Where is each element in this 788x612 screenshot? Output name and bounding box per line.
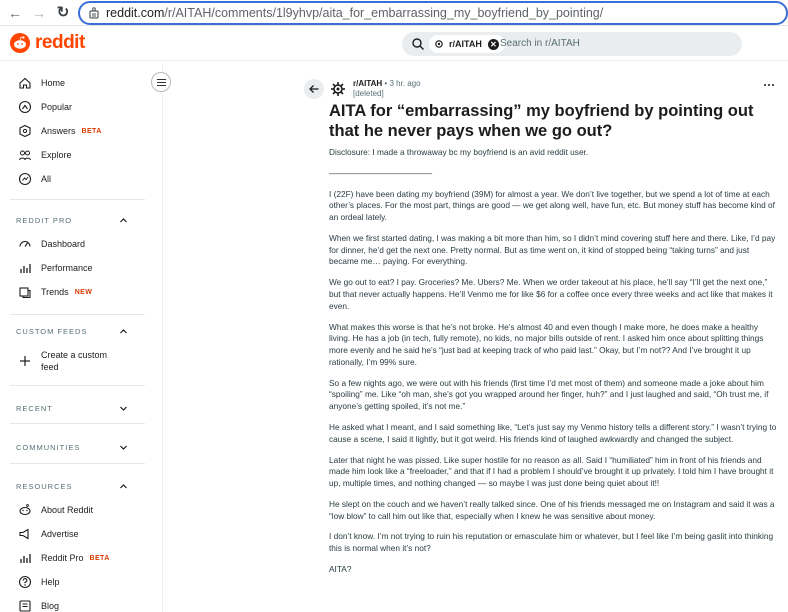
post-time: • 3 hr. ago (384, 79, 421, 88)
beta-badge: BETA (89, 554, 110, 562)
post-paragraph: I (22F) have been dating my boyfriend (39M) for almost a year. We don’t live together, but we spend a lot of time at each other’s places. For the most part, things are good — we get along well, have fun, etc. But money stuff has become kind of an ordeal lately. (329, 188, 775, 223)
more-dots-icon (764, 84, 766, 86)
reddit-snoo-icon (10, 33, 30, 53)
subreddit-search-chip[interactable] (429, 35, 505, 53)
back-arrow-icon[interactable]: ← (8, 5, 22, 21)
sidebar-item-answers[interactable] (18, 121, 102, 141)
reddit-pro-icon (18, 551, 32, 565)
explore-icon (18, 148, 32, 162)
sidebar-label-explore: Explore (41, 150, 72, 160)
section-title: REDDIT PRO (16, 215, 73, 225)
post-paragraph: So a few nights ago, we were out with his friends (first time I’d met most of them) and someone made a joke about him “spoiling” me. Like “oh man, she’s got you wrapped around her finger, huh?” and I just laughed and said, “Oh trust me, if anyone’s getting spoiled, it’s not me.” (329, 377, 769, 412)
reddit-logo[interactable] (10, 32, 85, 54)
url-path: /r/AITAH/comments/1l9yhvp/aita_for_embarrassing_my_boyfriend_by_pointing/ (164, 6, 604, 20)
create-feed-line2: feed (41, 362, 59, 372)
post-paragraph: We go out to eat? I pay. Groceries? Me. Ubers? Me. When we order takeout at his place, he’ll say “I’ll get the next one,” but that never actually happens. He’ll Venmo me for like $6 for a coffee once every three weeks and act like that makes it even. (329, 277, 773, 311)
post-meta (353, 79, 421, 99)
back-arrow-icon (304, 79, 324, 99)
chevron-down-icon (119, 443, 128, 452)
sidebar-item-explore[interactable] (18, 145, 72, 165)
sidebar-divider (10, 463, 145, 464)
sidebar-label-about: About Reddit (41, 505, 94, 515)
post-author: [deleted] (353, 89, 384, 98)
sidebar-divider (10, 423, 145, 424)
sidebar-item-dashboard[interactable] (18, 234, 85, 254)
chevron-up-icon (119, 327, 128, 336)
menu-icon (157, 79, 166, 80)
chevron-down-icon (119, 404, 128, 413)
post-paragraph: When we first started dating, I was making a bit more than him, so I didn’t mind covering stuff here and there. Like, I’d pay for dinner, he’d get the next one. Pretty normal. But as time went on, it kind of stopped being “taking turns” and just became me… paying. For everything. (329, 233, 776, 267)
remove-chip-icon[interactable]: ✕ (488, 39, 499, 50)
sidebar-label-reddit-pro: Reddit Pro (41, 553, 84, 563)
left-sidebar (0, 62, 163, 612)
url-text (106, 6, 603, 20)
new-badge: NEW (74, 288, 93, 296)
create-feed-line1: Create a custom (41, 350, 108, 360)
sidebar-item-blog[interactable] (18, 596, 59, 612)
more-options-button[interactable] (764, 82, 774, 88)
sidebar-label-home: Home (41, 78, 66, 88)
sidebar-divider (10, 314, 145, 315)
section-resources[interactable] (16, 479, 128, 493)
post-title: AITA for “embarrassing” my boyfriend by pointing out that he never pays when we go out? (329, 102, 754, 140)
sidebar-item-advertise[interactable] (18, 524, 79, 544)
sidebar-label-advertise: Advertise (41, 529, 79, 539)
post-paragraph: He slept on the couch and we haven’t really talked since. One of his friends messaged me on Instagram and said it was a “low blow” to call him out like that, especially when I knew he was sensitive about money. (329, 498, 775, 521)
sidebar-item-reddit-pro[interactable] (18, 548, 110, 568)
section-custom-feeds[interactable] (16, 324, 128, 338)
all-icon (18, 172, 32, 186)
sidebar-item-performance[interactable] (18, 258, 93, 278)
collapse-sidebar-button[interactable] (151, 72, 171, 92)
search-icon (411, 37, 425, 51)
popular-icon (18, 100, 32, 114)
subreddit-avatar-icon[interactable] (330, 81, 346, 97)
section-title: CUSTOM FEEDS (16, 326, 88, 336)
dashboard-icon (18, 237, 32, 251)
chevron-up-icon (119, 482, 128, 491)
menu-icon (157, 82, 166, 83)
more-dots-icon (768, 84, 770, 86)
sidebar-label-all: All (41, 174, 52, 184)
section-title: RECENT (16, 403, 53, 413)
sidebar-item-all[interactable] (18, 169, 51, 189)
menu-icon (157, 85, 166, 86)
home-icon (18, 76, 32, 90)
forward-arrow-icon[interactable]: → (32, 5, 46, 21)
sidebar-divider (10, 385, 145, 386)
about-icon (18, 503, 32, 517)
sidebar-item-trends[interactable] (18, 282, 92, 302)
create-feed-label (41, 349, 107, 373)
post-subreddit-link[interactable]: r/AITAH (353, 79, 383, 88)
search-bar[interactable] (402, 32, 742, 56)
search-placeholder: Search in r/AITAH (500, 38, 580, 49)
post-paragraph: Later that night he was pissed. Like super hostile for no reason as all. Said I “humiliated” him in front of his friends and made him look like a “freeloader,” and that if I had a problem I should’ve brought it up privately. I told him I have brought it up, multiple times, and nothing changed — so maybe I was just done being quiet about it!! (329, 454, 774, 488)
post-paragraph: AITA? (329, 564, 352, 575)
section-communities[interactable] (16, 440, 128, 454)
back-button[interactable] (304, 79, 324, 99)
performance-icon (18, 261, 32, 275)
sidebar-label-help: Help (41, 577, 60, 587)
post-paragraph: What makes this worse is that he’s not broke. He’s almost 40 and even though I make more, he does make a healthy living. He has a job (in tech, fully remote), no kids, no major bills outside of rent. I asked him once about splitting things more evenly and he said he’s “just bad at keeping track of who paid last.” Okay, but I’m not?? And I’ve brought it up rationally, I’m 99% sure. (329, 321, 764, 367)
answers-icon (18, 124, 32, 138)
more-dots-icon (772, 84, 774, 86)
create-custom-feed[interactable] (18, 349, 107, 375)
sidebar-label-answers: Answers (41, 126, 76, 136)
address-bar[interactable] (78, 1, 788, 25)
post-paragraph: I don’t know. I’m not trying to ruin his reputation or emasculate him or whatever, but I feel like I’m being gaslit into thinking this is normal when it’s not? (329, 531, 774, 554)
plus-icon (18, 354, 32, 368)
reddit-header (0, 27, 788, 61)
sidebar-item-home[interactable] (18, 73, 65, 93)
reddit-wordmark: reddit (35, 32, 85, 53)
post-body (329, 147, 778, 585)
advertise-icon (18, 527, 32, 541)
sidebar-label-popular: Popular (41, 102, 73, 112)
sidebar-divider (10, 199, 145, 200)
chevron-up-icon (119, 216, 128, 225)
section-title: COMMUNITIES (16, 442, 81, 452)
section-recent[interactable] (16, 401, 128, 415)
url-domain: reddit.com (106, 6, 165, 20)
browser-toolbar (0, 0, 788, 26)
subreddit-avatar-icon (433, 38, 445, 50)
site-info-icon[interactable] (89, 7, 99, 19)
sidebar-item-about-reddit[interactable] (18, 500, 93, 520)
beta-badge: BETA (81, 127, 102, 135)
section-reddit-pro[interactable] (16, 213, 128, 227)
post-divider-line: —————————————— (329, 167, 432, 178)
sidebar-item-help[interactable] (18, 572, 60, 592)
sidebar-label-trends: Trends (41, 287, 69, 297)
sidebar-label-dashboard: Dashboard (41, 239, 86, 249)
search-chip-label: r/AITAH (449, 39, 482, 49)
trends-icon (18, 285, 32, 299)
post-paragraph: Disclosure: I made a throwaway bc my boyfriend is an avid reddit user. (329, 147, 589, 157)
sidebar-label-blog: Blog (41, 601, 60, 611)
post-paragraph: He asked what I meant, and I said something like, “Let’s just say my Venmo history tells a different story.” I wasn’t trying to cause a scene, I said it lightly, but it got weird. His friends kind of laughed awkwardly and changed the subject. (329, 421, 777, 444)
blog-icon (18, 599, 32, 612)
sidebar-label-performance: Performance (41, 263, 93, 273)
help-icon (18, 575, 32, 589)
sidebar-item-popular[interactable] (18, 97, 72, 117)
reload-icon[interactable]: ↻ (56, 4, 70, 21)
section-title: RESOURCES (16, 481, 73, 491)
